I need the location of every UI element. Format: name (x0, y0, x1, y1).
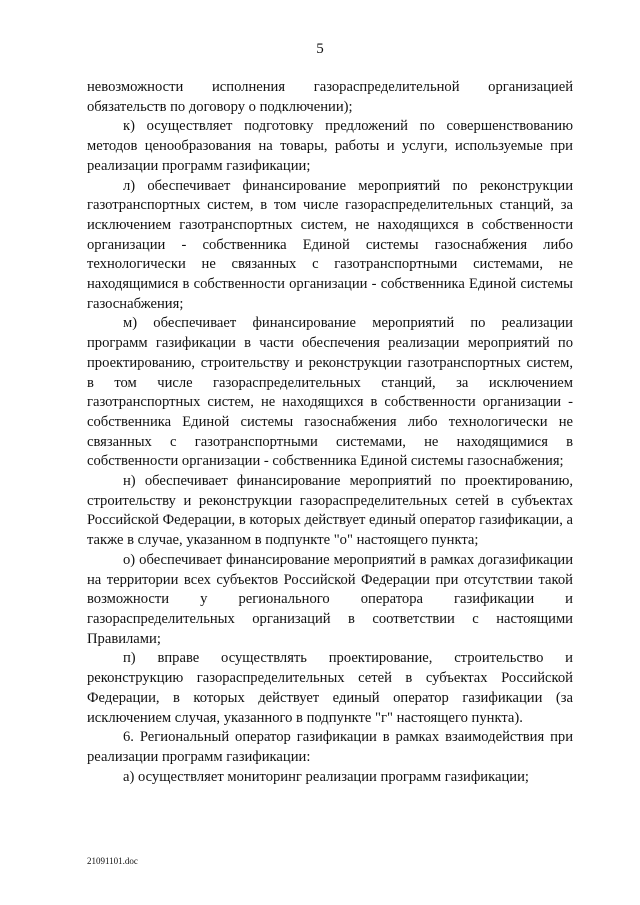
document-body (87, 78, 573, 787)
paragraph-item-p: п) вправе осуществлять проектирование, строительство и реконструкцию газораспределительных сетей в субъектах Российской Федерации, в которых действует единый оператор газификации (за исключением случая, указанного в подпункте "г" настоящего пункта). (87, 650, 573, 726)
paragraph-item-n: н) обеспечивает финансирование мероприятий по проектированию, строительству и реконструкции газораспределительных сетей в субъектах Российской Федерации, в которых действует единый оператор газификации, а также в случае, указанном в подпункте "о" настоящего пункта; (87, 473, 573, 549)
page-number: 5 (316, 41, 324, 57)
paragraph-item-k: к) осуществляет подготовку предложений по совершенствованию методов ценообразования на товары, работы и услуги, используемые при реализации программ газификации; (87, 118, 573, 174)
paragraph-section-6: 6. Региональный оператор газификации в рамках взаимодействия при реализации программ газификации: (87, 729, 573, 765)
paragraph-item-a: а) осуществляет мониторинг реализации программ газификации; (123, 768, 529, 785)
footer-filename: 21091101.doc (87, 856, 138, 866)
paragraph-continuation: невозможности исполнения газораспределительной организацией обязательств по договору о подключении); (87, 79, 573, 115)
paragraph-item-l: л) обеспечивает финансирование мероприятий по реконструкции газотранспортных систем, в том числе газораспределительных станций, за исключением газотранспортных систем, не находящихся в собственности организации - собственника Единой системы газоснабжения либо технологически не связанных с газотранспортными системами, не находящимися в собственности организации - собственника Единой системы газоснабжения; (87, 177, 573, 312)
paragraph-item-o: о) обеспечивает финансирование мероприятий в рамках догазификации на территории всех субъектов Российской Федерации при отсутствии такой возможности у регионального оператора газификации и газораспределительных организаций в соответствии с настоящими Правилами; (87, 551, 573, 647)
paragraph-item-m: м) обеспечивает финансирование мероприятий по реализации программ газификации в части обеспечения реализации мероприятий по проектированию, строительству и реконструкции газотранспортных систем, в том числе газораспределительных станций, за исключением газотранспортных систем, не находящихся в собственности организации - собственника Единой системы газоснабжения либо технологически не связанных с газотранспортными системами, не находящимися в собственности организации - собственника Единой системы газоснабжения; (87, 315, 573, 470)
